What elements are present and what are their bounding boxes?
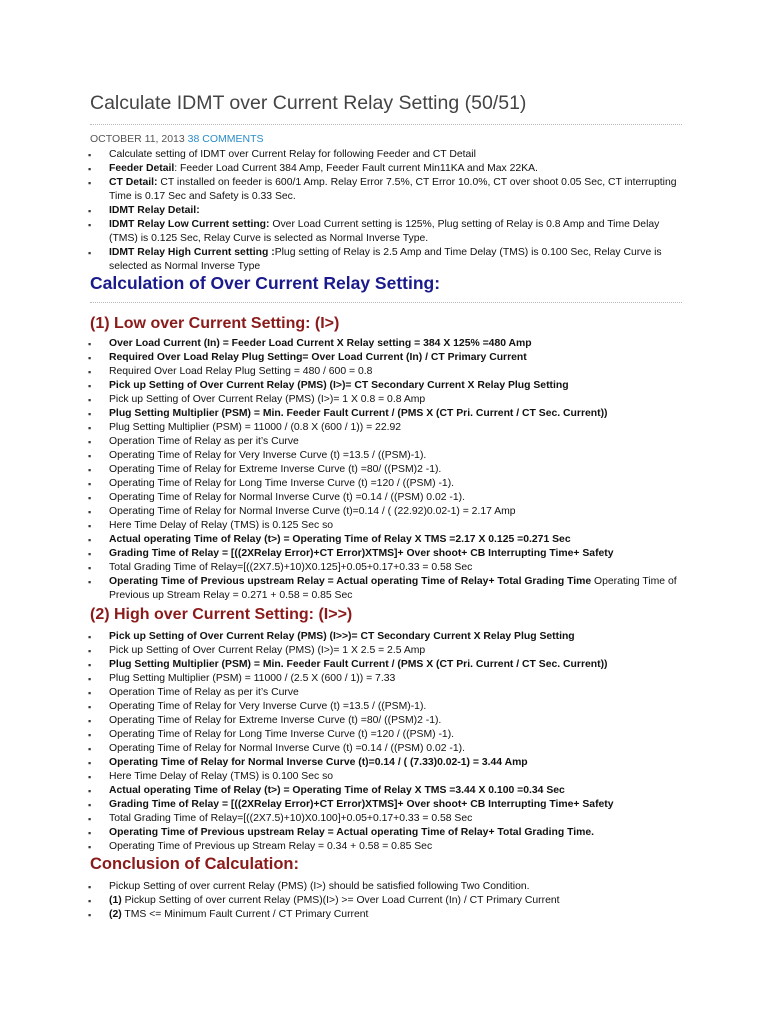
item-text: Operating Time of Previous up Stream Relay = 0.271 + 0.58 = 0.85 Sec (109, 576, 677, 601)
item-text: Here Time Delay of Relay (TMS) is 0.100 Sec so (109, 771, 334, 782)
list-item (0, 407, 768, 421)
bullet-icon: ▪ (88, 549, 92, 559)
list-item (0, 756, 768, 770)
list-item (0, 658, 768, 672)
divider (90, 124, 682, 125)
list-item (0, 547, 768, 561)
item-bold-text: (2) (109, 909, 122, 920)
list-item (0, 826, 768, 840)
item-bold-text: IDMT Relay High Current setting : (109, 247, 275, 258)
item-text: Operating Time of Relay for Normal Inverse Curve (t) =0.14 / ((PSM) 0.02 -1). (109, 492, 466, 503)
item-text: Operating Time of Relay for Extreme Inverse Curve (t) =80/ ((PSM)2 -1). (109, 464, 442, 475)
conclusion-heading: Conclusion of Calculation: (90, 855, 299, 873)
bullet-icon: ▪ (88, 353, 92, 363)
list-item (0, 162, 768, 176)
item-bold-text: Required Over Load Relay Plug Setting= Over Load Current (In) / CT Primary Current (109, 352, 527, 363)
list-item (0, 176, 768, 204)
bullet-icon: ▪ (88, 248, 92, 258)
item-text: Operating Time of Relay for Long Time Inverse Curve (t) =120 / ((PSM) -1). (109, 729, 455, 740)
item-text: Plug Setting Multiplier (PSM) = 11000 / (2.5 X (600 / 1)) = 7.33 (109, 673, 396, 684)
bullet-icon: ▪ (88, 674, 92, 684)
intro-list (0, 148, 768, 274)
bullet-icon: ▪ (88, 535, 92, 545)
bullet-icon: ▪ (88, 367, 92, 377)
item-text: Operating Time of Relay for Normal Inverse Curve (t)=0.14 / ( (22.92)0.02-1) = 2.17 Amp (109, 506, 516, 517)
list-item (0, 393, 768, 407)
item-text: Operating Time of Relay for Very Inverse Curve (t) =13.5 / ((PSM)-1). (109, 450, 427, 461)
bullet-icon: ▪ (88, 465, 92, 475)
item-text: Total Grading Time of Relay=[((2X7.5)+10)X0.125]+0.05+0.17+0.33 = 0.58 Sec (109, 562, 473, 573)
bullet-icon: ▪ (88, 744, 92, 754)
bullet-icon: ▪ (88, 688, 92, 698)
list-item (0, 714, 768, 728)
list-item (0, 908, 768, 922)
bullet-icon: ▪ (88, 716, 92, 726)
item-bold-text: CT Detail: (109, 177, 158, 188)
bullet-icon: ▪ (88, 437, 92, 447)
item-text: Over Load Current setting is 125%, Plug setting of Relay is 0.8 Amp and Time Delay (TMS) is 0.125 Sec, Relay Curve is selected as Normal Inverse Type. (109, 219, 660, 244)
item-text: Operation Time of Relay as per it’s Curve (109, 687, 299, 698)
item-text: TMS <= Minimum Fault Current / CT Primary Current (121, 909, 369, 920)
item-text: Plug Setting Multiplier (PSM) = 11000 / (0.8 X (600 / 1)) = 22.92 (109, 422, 402, 433)
list-item (0, 365, 768, 379)
item-bold-text: IDMT Relay Detail: (109, 205, 200, 216)
item-text: Here Time Delay of Relay (TMS) is 0.125 Sec so (109, 520, 334, 531)
list-item (0, 880, 768, 894)
bullet-icon: ▪ (88, 521, 92, 531)
bullet-icon: ▪ (88, 563, 92, 573)
bullet-icon: ▪ (88, 828, 92, 838)
item-text: Operating Time of Relay for Long Time Inverse Curve (t) =120 / ((PSM) -1). (109, 478, 455, 489)
low-setting-list (0, 337, 768, 603)
high-setting-heading: (2) High over Current Setting: (I>>) (90, 606, 353, 623)
item-text: Operation Time of Relay as per it’s Curve (109, 436, 299, 447)
bullet-icon: ▪ (88, 493, 92, 503)
list-item (0, 218, 768, 246)
bullet-icon: ▪ (88, 882, 92, 892)
bullet-icon: ▪ (88, 896, 92, 906)
calculation-heading: Calculation of Over Current Relay Setting: (90, 273, 441, 293)
item-text: Pick up Setting of Over Current Relay (PMS) (I>)= 1 X 0.8 = 0.8 Amp (109, 394, 426, 405)
item-bold-text: Pick up Setting of Over Current Relay (PMS) (I>)= CT Secondary Current X Relay Plug Setting (109, 380, 569, 391)
bullet-icon: ▪ (88, 842, 92, 852)
bullet-icon: ▪ (88, 451, 92, 461)
comments-link[interactable]: 38 COMMENTS (187, 133, 264, 145)
item-bold-text: Plug Setting Multiplier (PSM) = Min. Feeder Fault Current / (PMS X (CT Pri. Current / CT Sec. Current)) (109, 408, 608, 419)
bullet-icon: ▪ (88, 381, 92, 391)
list-item (0, 533, 768, 547)
item-text: Pickup Setting of over current Relay (PMS)(I>) >= Over Load Current (In) / CT Primary Current (121, 895, 560, 906)
item-bold-text: Plug Setting Multiplier (PSM) = Min. Feeder Fault Current / (PMS X (CT Pri. Current / CT Sec. Current)) (109, 659, 608, 670)
list-item (0, 463, 768, 477)
list-item (0, 337, 768, 351)
post-meta (90, 133, 264, 145)
low-setting-heading: (1) Low over Current Setting: (I>) (90, 315, 340, 332)
bullet-icon: ▪ (88, 730, 92, 740)
bullet-icon: ▪ (88, 646, 92, 656)
bullet-icon: ▪ (88, 206, 92, 216)
list-item (0, 575, 768, 603)
item-bold-text: Operating Time of Relay for Normal Inverse Curve (t)=0.14 / ( (7.33)0.02-1) = 3.44 Amp (109, 757, 528, 768)
item-bold-text: Actual operating Time of Relay (t>) = Operating Time of Relay X TMS =2.17 X 0.125 =0.271 Sec (109, 534, 571, 545)
bullet-icon: ▪ (88, 220, 92, 230)
bullet-icon: ▪ (88, 786, 92, 796)
item-bold-text: Pick up Setting of Over Current Relay (PMS) (I>>)= CT Secondary Current X Relay Plug Setting (109, 631, 575, 642)
list-item (0, 246, 768, 274)
list-item (0, 700, 768, 714)
list-item (0, 644, 768, 658)
item-text: Plug setting of Relay is 2.5 Amp and Time Delay (TMS) is 0.100 Sec, Relay Curve is selected as Normal Inverse Type (109, 247, 662, 272)
item-text: Calculate setting of IDMT over Current Relay for following Feeder and CT Detail (109, 149, 476, 160)
item-bold-text: Operating Time of Previous upstream Relay = Actual operating Time of Relay+ Total Grading Time. (109, 827, 595, 838)
item-text: Total Grading Time of Relay=[((2X7.5)+10)X0.100]+0.05+0.17+0.33 = 0.58 Sec (109, 813, 473, 824)
list-item (0, 519, 768, 533)
bullet-icon: ▪ (88, 479, 92, 489)
list-item (0, 894, 768, 908)
item-text: Operating Time of Relay for Normal Inverse Curve (t) =0.14 / ((PSM) 0.02 -1). (109, 743, 466, 754)
item-text: : Feeder Load Current 384 Amp, Feeder Fault current Min11KA and Max 22KA. (174, 163, 538, 174)
bullet-icon: ▪ (88, 814, 92, 824)
item-text: Operating Time of Relay for Extreme Inverse Curve (t) =80/ ((PSM)2 -1). (109, 715, 442, 726)
bullet-icon: ▪ (88, 758, 92, 768)
post-date: OCTOBER 11, 2013 (90, 133, 185, 145)
bullet-icon: ▪ (88, 164, 92, 174)
list-item (0, 449, 768, 463)
list-item (0, 784, 768, 798)
bullet-icon: ▪ (88, 632, 92, 642)
bullet-icon: ▪ (88, 702, 92, 712)
item-text: Operating Time of Previous up Stream Relay = 0.34 + 0.58 = 0.85 Sec (109, 841, 433, 852)
item-bold-text: Grading Time of Relay = [((2XRelay Error)+CT Error)XTMS]+ Over shoot+ CB Interrupting Time+ Safety (109, 799, 614, 810)
item-bold-text: IDMT Relay Low Current setting: (109, 219, 270, 230)
post-title: Calculate IDMT over Current Relay Setting (50/51) (90, 92, 527, 114)
list-item (0, 477, 768, 491)
list-item (0, 840, 768, 854)
list-item (0, 148, 768, 162)
list-item (0, 728, 768, 742)
item-text: Pick up Setting of Over Current Relay (PMS) (I>)= 1 X 2.5 = 2.5 Amp (109, 645, 426, 656)
list-item (0, 798, 768, 812)
list-item (0, 686, 768, 700)
bullet-icon: ▪ (88, 577, 92, 587)
high-setting-list (0, 630, 768, 854)
item-bold-text: Over Load Current (In) = Feeder Load Current X Relay setting = 384 X 125% =480 Amp (109, 338, 532, 349)
bullet-icon: ▪ (88, 772, 92, 782)
item-bold-text: Operating Time of Previous upstream Relay = Actual operating Time of Relay+ Total Grading Time (109, 576, 592, 587)
list-item (0, 770, 768, 784)
bullet-icon: ▪ (88, 150, 92, 160)
bullet-icon: ▪ (88, 507, 92, 517)
list-item (0, 505, 768, 519)
list-item (0, 742, 768, 756)
list-item (0, 351, 768, 365)
list-item (0, 630, 768, 644)
list-item (0, 435, 768, 449)
bullet-icon: ▪ (88, 660, 92, 670)
item-text: CT installed on feeder is 600/1 Amp. Relay Error 7.5%, CT Error 10.0%, CT over shoot 0.05 Sec, CT interrupting Time is 0.17 Sec and Safety is 0.33 Sec. (109, 177, 677, 202)
bullet-icon: ▪ (88, 339, 92, 349)
list-item (0, 561, 768, 575)
item-bold-text: Actual operating Time of Relay (t>) = Operating Time of Relay X TMS =3.44 X 0.100 =0.34 Sec (109, 785, 565, 796)
bullet-icon: ▪ (88, 910, 92, 920)
list-item (0, 812, 768, 826)
list-item (0, 379, 768, 393)
item-bold-text: (1) (109, 895, 122, 906)
item-bold-text: Grading Time of Relay = [((2XRelay Error)+CT Error)XTMS]+ Over shoot+ CB Interrupting Time+ Safety (109, 548, 614, 559)
item-bold-text: Feeder Detail (109, 163, 175, 174)
conclusion-list (0, 880, 768, 922)
bullet-icon: ▪ (88, 409, 92, 419)
list-item (0, 672, 768, 686)
list-item (0, 421, 768, 435)
item-text: Pickup Setting of over current Relay (PMS) (I>) should be satisfied following Two Condition. (109, 881, 530, 892)
bullet-icon: ▪ (88, 800, 92, 810)
list-item (0, 204, 768, 218)
item-text: Required Over Load Relay Plug Setting = 480 / 600 = 0.8 (109, 366, 373, 377)
item-text: Operating Time of Relay for Very Inverse Curve (t) =13.5 / ((PSM)-1). (109, 701, 427, 712)
bullet-icon: ▪ (88, 178, 92, 188)
bullet-icon: ▪ (88, 423, 92, 433)
list-item (0, 491, 768, 505)
divider (90, 302, 682, 303)
bullet-icon: ▪ (88, 395, 92, 405)
